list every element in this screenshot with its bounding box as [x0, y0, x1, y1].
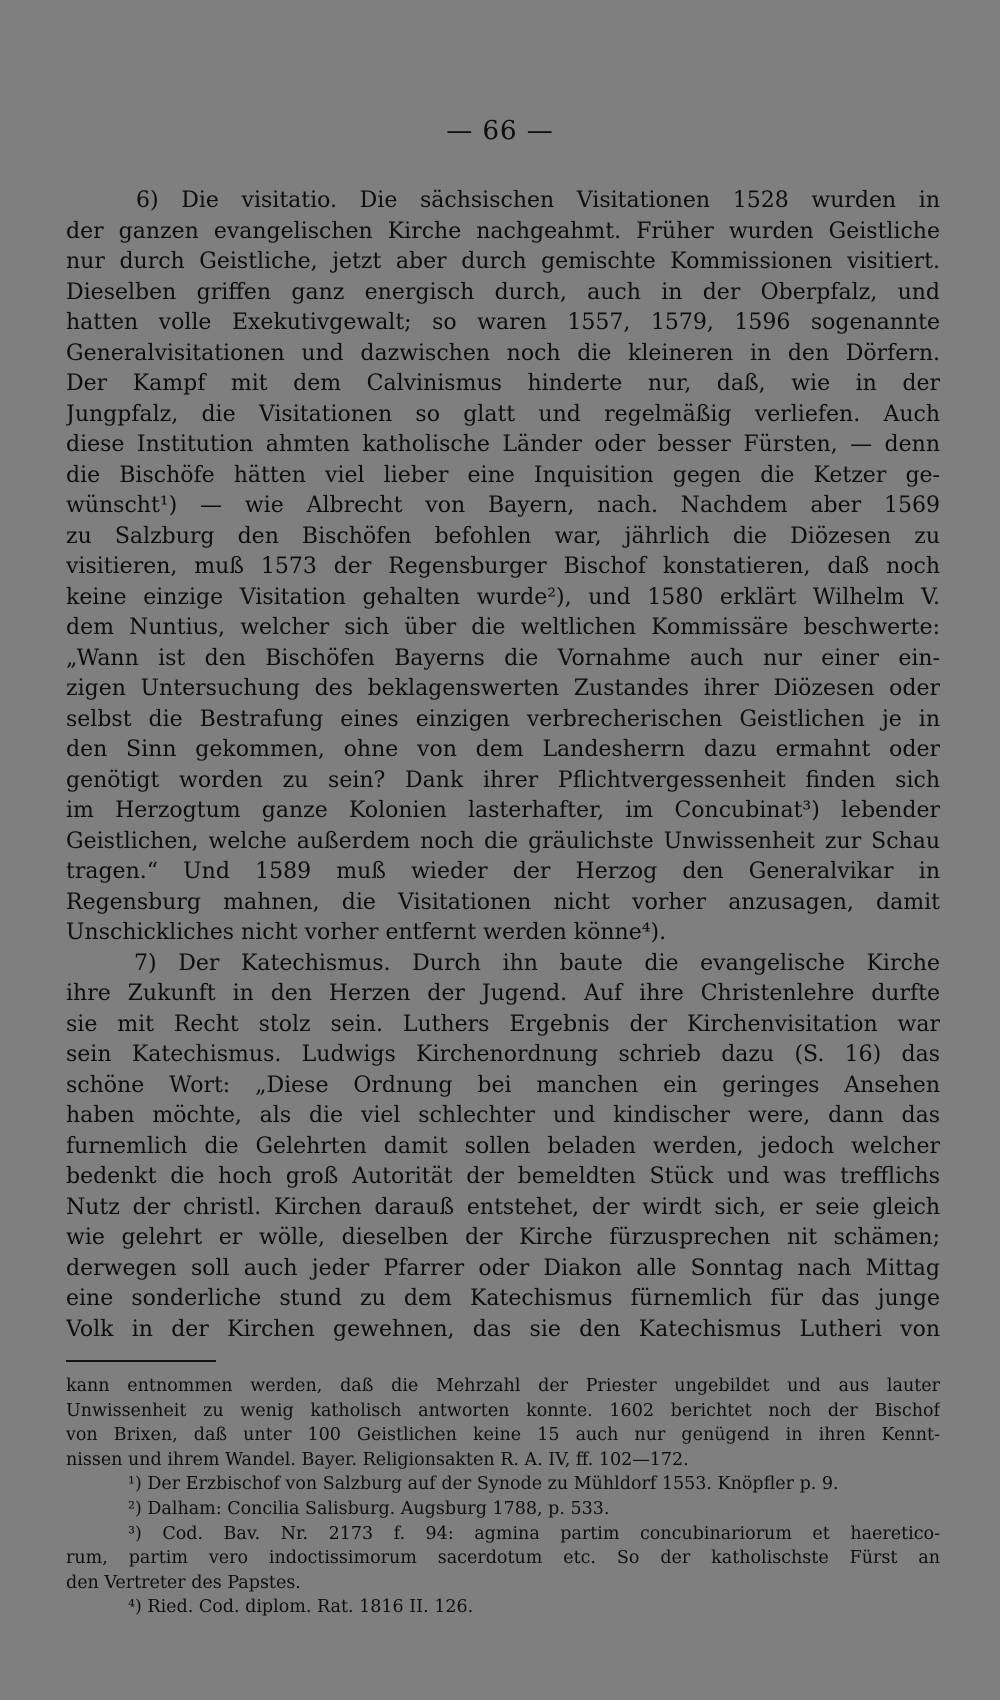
body-line: Dieselben griffen ganz energisch durch, auch in der Oberpfalz, und: [66, 279, 940, 305]
body-line: im Herzogtum ganze Kolonien lasterhafter, im Concubinat³) lebender: [66, 798, 940, 823]
body-line: selbst die Bestrafung eines einzigen verbrecherischen Geistlichen je in: [66, 706, 940, 732]
footnote-line: den Vertreter des Papstes.: [66, 1572, 301, 1593]
body-line: der ganzen evangelischen Kirche nachgeahmt. Früher wurden Geistliche: [66, 218, 940, 244]
body-line: nur durch Geistliche, jetzt aber durch gemischte Kommissionen visitiert.: [66, 249, 940, 274]
footnote-1: ¹) Der Erzbischof von Salzburg auf der Synode zu Mühldorf 1553. Knöpfler p. 9.: [128, 1474, 839, 1495]
body-line: haben möchte, als die viel schlechter und kindischer were, dann das: [66, 1103, 940, 1128]
body-line: Volk in der Kirchen gewehnen, das sie den Katechismus Lutheri von: [66, 1316, 940, 1342]
body-line: hatten volle Exekutivgewalt; so waren 1557, 1579, 1596 sogenannte: [66, 310, 940, 335]
footnotes: [66, 1374, 940, 1620]
footnote-line: kann entnommen werden, daß die Mehrzahl der Priester ungebildet und aus lauter: [66, 1376, 940, 1396]
body-line: sein Katechismus. Ludwigs Kirchenordnung schrieb dazu (S. 16) das: [66, 1042, 940, 1067]
footnote-line: von Brixen, daß unter 100 Geistlichen keine 15 auch nur genügend in ihren Kennt-: [66, 1425, 940, 1446]
body-line: wie gelehrt er wölle, dieselben der Kirche fürzusprechen nit schämen;: [66, 1225, 940, 1250]
footnote-line: nissen und ihrem Wandel. Bayer. Religionsakten R. A. IV, ff. 102—172.: [66, 1449, 689, 1470]
footnote-line: Unwissenheit zu wenig katholisch antworten konnte. 1602 berichtet noch der Bischof: [66, 1400, 940, 1421]
page-number: — 66 —: [446, 116, 554, 146]
footnote-2: ²) Dalham: Concilia Salisburg. Augsburg 1788, p. 533.: [128, 1498, 610, 1519]
body-line: tragen.“ Und 1589 muß wieder der Herzog den Generalvikar in: [66, 859, 940, 884]
body-line: visitieren, muß 1573 der Regensburger Bischof konstatieren, daß noch: [66, 554, 940, 579]
footnote-separator: [66, 1360, 216, 1362]
body-line: ihre Zukunft in den Herzen der Jugend. Auf ihre Christenlehre durfte: [66, 981, 940, 1006]
body-line: Jungpfalz, die Visitationen so glatt und regelmäßig verliefen. Auch: [66, 401, 940, 427]
body-line: Nutz der christl. Kirchen darauß entstehet, der wirdt sich, er seie gleich: [66, 1194, 940, 1220]
body-line: 6) Die visitatio. Die sächsischen Visitationen 1528 wurden in: [136, 188, 940, 213]
footnote-4: ⁴) Ried. Cod. diplom. Rat. 1816 II. 126.: [128, 1597, 474, 1618]
body-line: 7) Der Katechismus. Durch ihn baute die evangelische Kirche: [134, 950, 940, 976]
body-line: wünscht¹) — wie Albrecht von Bayern, nach. Nachdem aber 1569: [66, 493, 940, 518]
body-line: den Sinn gekommen, ohne von dem Landesherrn dazu ermahnt oder: [66, 737, 940, 762]
body-line: derwegen soll auch jeder Pfarrer oder Diakon alle Sonntag nach Mittag: [66, 1255, 940, 1281]
body-line: Der Kampf mit dem Calvinismus hinderte nur, daß, wie in der: [66, 371, 940, 396]
footnote-line: rum, partim vero indoctissimorum sacerdotum etc. So der katholischste Fürst an: [66, 1548, 940, 1569]
body-line: Generalvisitationen und dazwischen noch die kleineren in den Dörfern.: [66, 340, 940, 366]
footnote-3: ³) Cod. Bav. Nr. 2173 f. 94: agmina partim concubinariorum et haeretico-: [128, 1523, 940, 1544]
body-line: zigen Untersuchung des beklagenswerten Zustandes ihrer Diözesen oder: [66, 676, 940, 701]
body-line: zu Salzburg den Bischöfen befohlen war, jährlich die Diözesen zu: [66, 523, 940, 549]
body-line: sie mit Recht stolz sein. Luthers Ergebnis der Kirchenvisitation war: [66, 1011, 940, 1037]
body-text: [66, 186, 940, 1345]
body-line: diese Institution ahmten katholische Länder oder besser Fürsten, — denn: [66, 432, 940, 457]
body-line: dem Nuntius, welcher sich über die weltlichen Kommissäre beschwerte:: [66, 615, 940, 640]
body-line: furnemlich die Gelehrten damit sollen beladen werden, jedoch welcher: [66, 1133, 940, 1159]
body-line: die Bischöfe hätten viel lieber eine Inquisition gegen die Ketzer ge-: [66, 462, 940, 488]
body-line: Regensburg mahnen, die Visitationen nicht vorher anzusagen, damit: [66, 889, 940, 915]
body-line: genötigt worden zu sein? Dank ihrer Pflichtvergessenheit finden sich: [66, 767, 940, 793]
body-line: „Wann ist den Bischöfen Bayerns die Vornahme auch nur einer ein-: [66, 645, 940, 671]
body-line: keine einzige Visitation gehalten wurde²), und 1580 erklärt Wilhelm V.: [66, 584, 940, 610]
body-line: Unschickliches nicht vorher entfernt werden könne⁴).: [66, 920, 667, 945]
body-line: Geistlichen, welche außerdem noch die gräulichste Unwissenheit zur Schau: [66, 828, 940, 854]
body-line: schöne Wort: „Diese Ordnung bei manchen ein geringes Ansehen: [66, 1072, 940, 1098]
body-line: eine sonderliche stund zu dem Katechismus fürnemlich für das junge: [66, 1286, 940, 1311]
body-line: bedenkt die hoch groß Autorität der bemeldten Stück und was trefflichs: [66, 1164, 940, 1189]
